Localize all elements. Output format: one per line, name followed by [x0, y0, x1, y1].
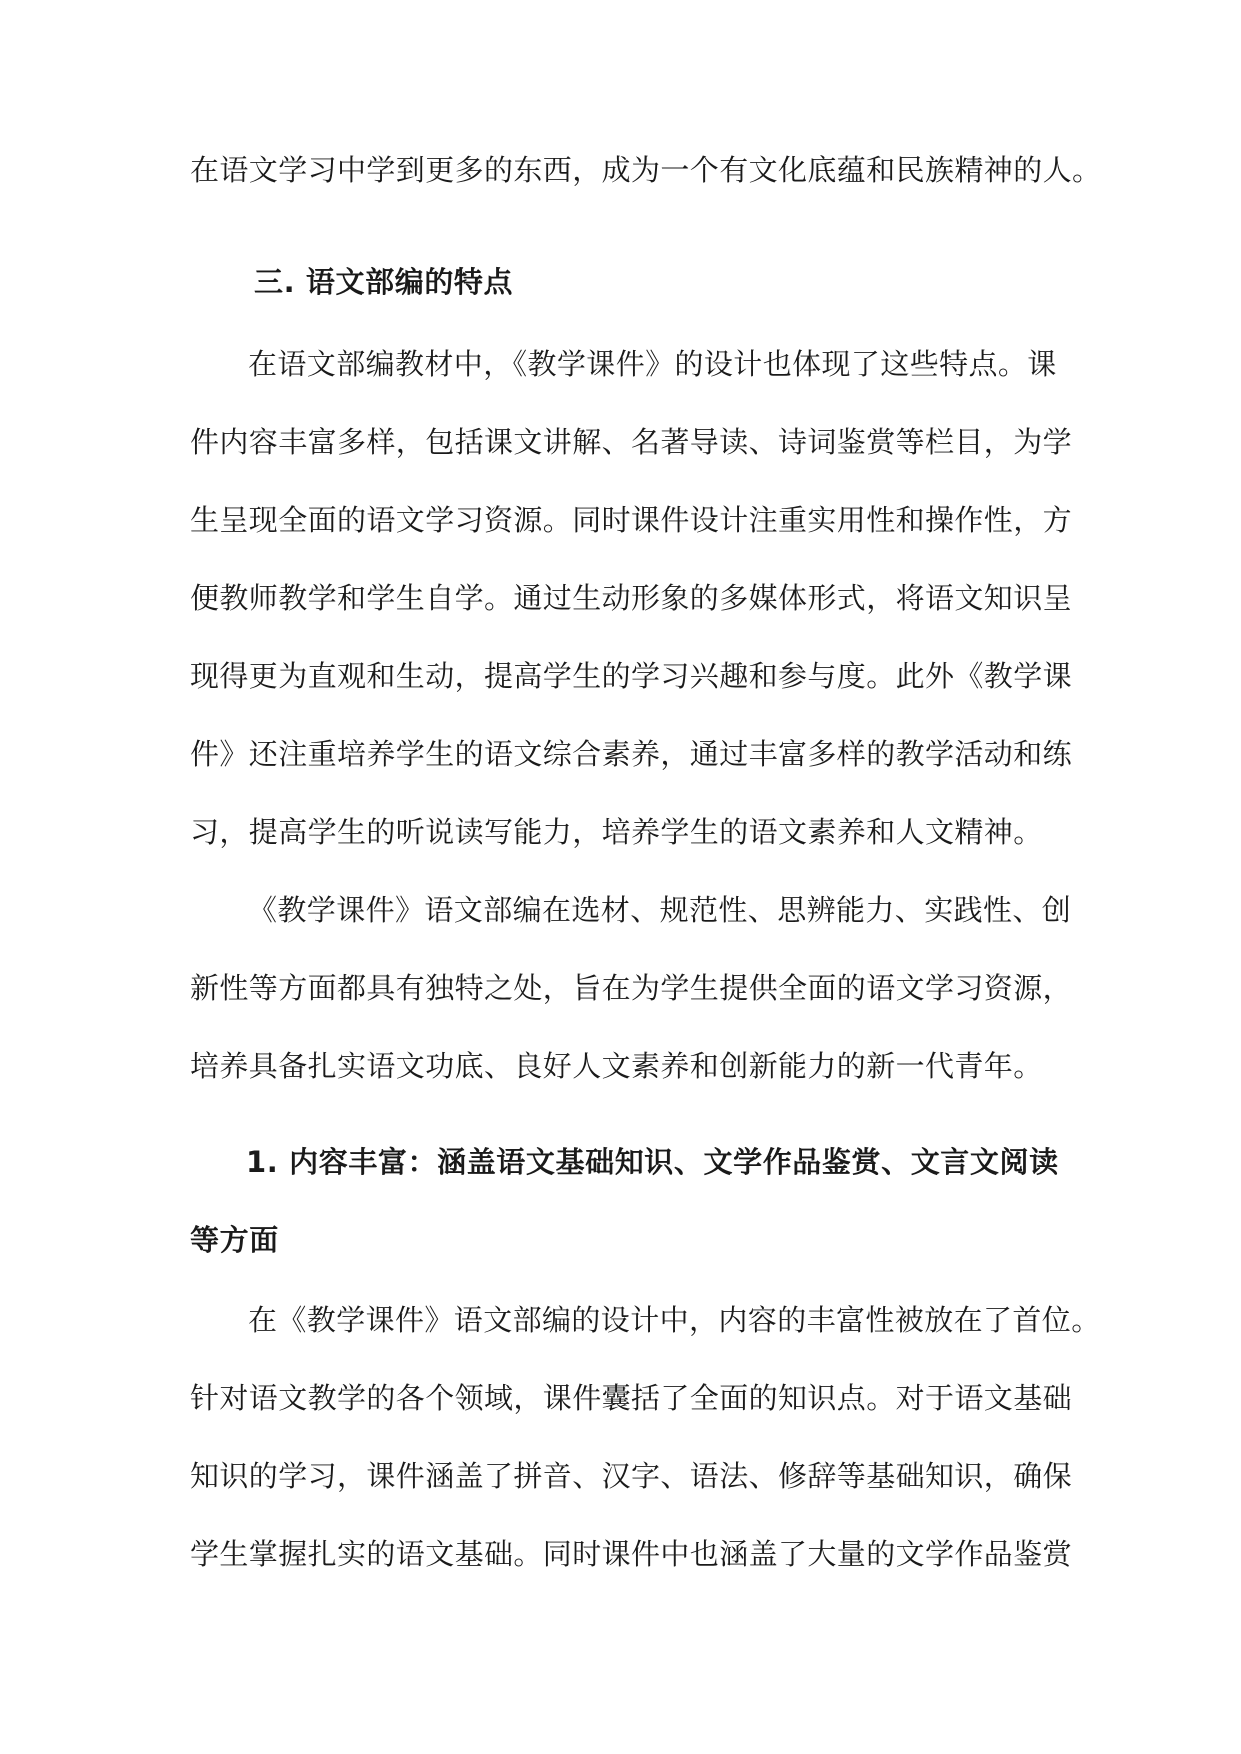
text-line: 在语文学习中学到更多的东西，成为一个有文化底蕴和民族精神的人。	[190, 153, 1102, 187]
text-line: 件》还注重培养学生的语文综合素养，通过丰富多样的教学活动和练	[190, 737, 1073, 771]
text-line: 件内容丰富多样，包括课文讲解、名著导读、诗词鉴赏等栏目，为学	[190, 425, 1073, 459]
text-line: 新性等方面都具有独特之处，旨在为学生提供全面的语文学习资源，	[190, 971, 1073, 1005]
subheading-line-1: 1. 内容丰富：涵盖语文基础知识、文学作品鉴赏、文言文阅读	[246, 1145, 1059, 1179]
subheading-line-2: 等方面	[190, 1223, 279, 1257]
text-line: 在《教学课件》语文部编的设计中，内容的丰富性被放在了首位。	[248, 1303, 1101, 1337]
text-line: 针对语文教学的各个领域，课件囊括了全面的知识点。对于语文基础	[190, 1381, 1073, 1415]
text-line: 学生掌握扎实的语文基础。同时课件中也涵盖了大量的文学作品鉴赏	[190, 1537, 1073, 1571]
text-line: 便教师教学和学生自学。通过生动形象的多媒体形式，将语文知识呈	[190, 581, 1073, 615]
text-line: 在语文部编教材中，《教学课件》的设计也体现了这些特点。课	[248, 347, 1057, 381]
text-line: 现得更为直观和生动，提高学生的学习兴趣和参与度。此外《教学课	[190, 659, 1073, 693]
section-heading: 三. 语文部编的特点	[254, 265, 514, 299]
text-line: 《教学课件》语文部编在选材、规范性、思辨能力、实践性、创	[248, 893, 1072, 927]
text-line: 生呈现全面的语文学习资源。同时课件设计注重实用性和操作性，方	[190, 503, 1073, 537]
text-line: 培养具备扎实语文功底、良好人文素养和创新能力的新一代青年。	[190, 1049, 1043, 1083]
text-line: 知识的学习，课件涵盖了拼音、汉字、语法、修辞等基础知识，确保	[190, 1459, 1073, 1493]
text-line: 习，提高学生的听说读写能力，培养学生的语文素养和人文精神。	[190, 815, 1043, 849]
